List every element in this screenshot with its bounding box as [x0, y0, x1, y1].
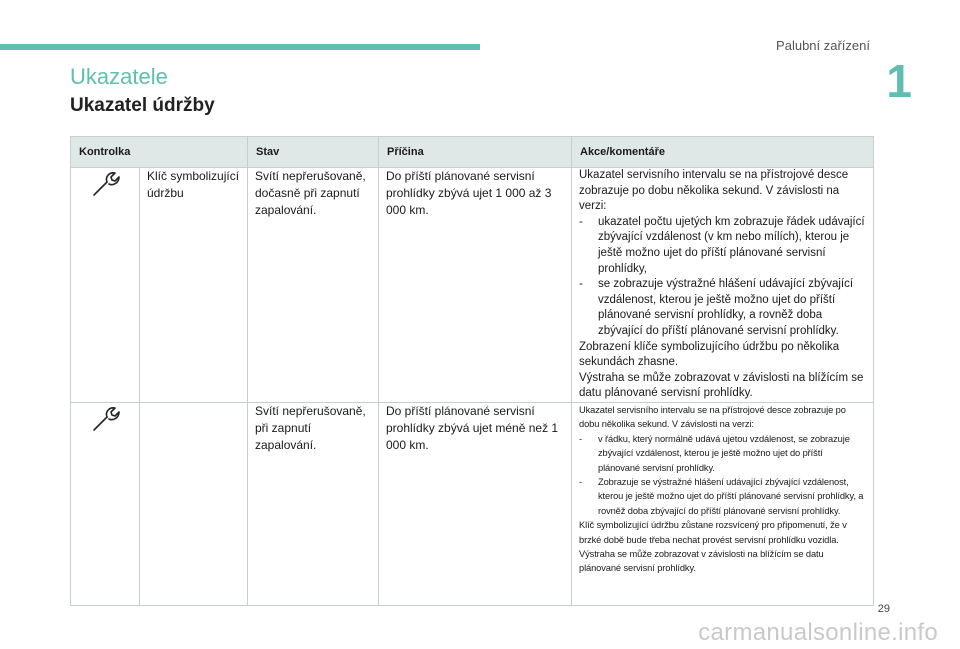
table-row: [71, 168, 874, 403]
page-subtitle: Ukazatel údržby: [70, 95, 215, 116]
cause-cell: Do příští plánované servisní prohlídky zbývá ujet 1 000 až 3 000 km.: [379, 168, 572, 403]
action-bullet: [579, 277, 866, 339]
bullet-text: ukazatel počtu ujetých km zobrazuje řádek udávající zbývající vzdálenost (v km nebo mílích), kterou je ještě možno ujet do příští plánované servisní prohlídky,: [598, 215, 865, 275]
accent-bar: [0, 44, 480, 50]
table-row: [71, 402, 874, 605]
action-bullet: [579, 432, 866, 475]
action-paragraph: Ukazatel servisního intervalu se na přístrojové desce zobrazuje po dobu několika sekund. V závislosti na verzi:: [579, 404, 846, 430]
indicator-icon-cell: [71, 402, 140, 605]
bullet-mark: -: [579, 215, 583, 228]
bullet-mark: -: [579, 476, 582, 487]
page-number: 29: [877, 603, 890, 615]
column-header-kontrolka: Kontrolka: [71, 137, 248, 168]
watermark-text: carmanualsonline.info: [698, 619, 938, 646]
action-bullet: [579, 475, 866, 518]
bullet-text: v řádku, který normálně udává ujetou vzdálenost, se zobrazuje zbývající vzdálenost, kterou je ještě možno ujet do příští plánované servisní prohlídky.: [598, 433, 850, 473]
table-header-row: [71, 137, 874, 168]
wrench-icon: [90, 185, 120, 202]
action-bullet: [579, 215, 866, 277]
bullet-text: Zobrazuje se výstražné hlášení udávající zbývající vzdálenost, kterou je ještě možno ujet do příští plánované servisní prohlídky, a rovněž doba zbývající do příští plánované servisní prohlídky.: [598, 476, 864, 516]
action-cell: [572, 402, 874, 605]
wrench-icon: [90, 420, 120, 437]
action-paragraph: Výstraha se může zobrazovat v závislosti na blížícím se datu plánované servisní prohlídky.: [579, 548, 824, 574]
indicator-label: Klíč symbolizující údržbu: [140, 168, 248, 403]
section-header: Palubní zařízení: [776, 38, 870, 53]
bullet-mark: -: [579, 433, 582, 444]
column-header-pricina: Příčina: [379, 137, 572, 168]
state-cell: Svítí nepřerušovaně, dočasně při zapnutí zapalování.: [248, 168, 379, 403]
column-header-akce: Akce/komentáře: [572, 137, 874, 168]
action-paragraph: Výstraha se může zobrazovat v závislosti na blížícím se datu plánované servisní prohlídky.: [579, 371, 864, 400]
chapter-number: 1: [886, 55, 912, 107]
indicator-table: [70, 136, 874, 606]
bullet-mark: -: [579, 278, 583, 291]
column-header-stav: Stav: [248, 137, 379, 168]
indicator-icon-cell: [71, 168, 140, 403]
bullet-text: se zobrazuje výstražné hlášení udávající zbývající vzdálenost, kterou je ještě možno ujet do příští plánované servisní prohlídky, a rovněž doba zbývající do příští plánované servisní prohlídky.: [598, 278, 854, 337]
page-title: Ukazatele: [70, 64, 168, 89]
cause-cell: Do příští plánované servisní prohlídky zbývá ujet méně než 1 000 km.: [379, 402, 572, 605]
state-cell: Svítí nepřerušovaně, při zapnutí zapalování.: [248, 402, 379, 605]
indicator-label: [140, 402, 248, 605]
action-paragraph: Zobrazení klíče symbolizujícího údržbu po několika sekundách zhasne.: [579, 340, 840, 369]
action-paragraph: Klíč symbolizující údržbu zůstane rozsvícený pro připomenutí, že v brzké době bude třeba nechat provést servisní prohlídku vozidla.: [579, 520, 847, 545]
action-cell: [572, 168, 874, 403]
action-paragraph: Ukazatel servisního intervalu se na přístrojové desce zobrazuje po dobu několika sekund. V závislosti na verzi:: [579, 169, 849, 213]
